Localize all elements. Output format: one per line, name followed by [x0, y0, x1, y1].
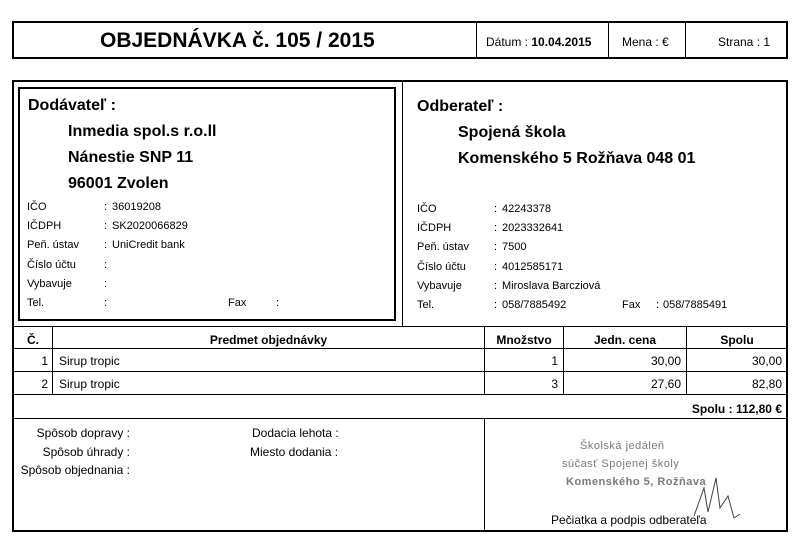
- column-header: Predmet objednávky: [209, 333, 328, 347]
- stamp-line: súčasť Spojenej školy: [562, 458, 680, 470]
- supplier-field-label: IČO: [27, 201, 47, 213]
- header-divider: [608, 22, 609, 58]
- supplier-field-value: SK2020066829: [112, 220, 188, 232]
- signature-stroke: [694, 478, 740, 518]
- row-quantity: 1: [551, 354, 558, 368]
- supplier-heading: Dodávateľ :: [28, 97, 116, 114]
- row-total: 82,80: [751, 377, 782, 391]
- customer-field-value: 2023332641: [502, 222, 564, 234]
- date-value: 10.04.2015: [531, 35, 592, 49]
- supplier-field-label: Tel.: [27, 297, 45, 309]
- customer-field-label: IČDPH: [417, 222, 452, 234]
- supplier-street: Nánestie SNP 11: [68, 149, 194, 166]
- supplier-fax-label: Fax: [228, 297, 247, 309]
- table-header-line: [13, 348, 787, 349]
- customer-field-colon: :: [494, 261, 498, 273]
- supplier-field-colon: :: [104, 278, 108, 290]
- row-quantity: 3: [551, 377, 558, 391]
- supplier-field-colon: :: [104, 201, 108, 213]
- sum-label: Spolu :: [691, 402, 733, 416]
- customer-address: Komenského 5 Rožňava 048 01: [458, 150, 696, 167]
- currency: Mena : €: [622, 35, 669, 49]
- customer-field-label: Vybavuje: [417, 280, 462, 292]
- customer-field-value: 4012585171: [502, 261, 564, 273]
- footer-divider: [484, 419, 485, 531]
- customer-field-label: Peň. ústav: [417, 241, 469, 253]
- row-unit-price: 30,00: [650, 354, 681, 368]
- customer-field-value: Miroslava Barcziová: [502, 280, 601, 292]
- customer-field-label: Číslo účtu: [417, 261, 466, 273]
- supplier-field-label: Vybavuje: [27, 278, 72, 290]
- supplier-field-colon: :: [104, 297, 108, 309]
- date-label-text: Dátum :: [486, 35, 529, 49]
- supplier-city: 96001 Zvolen: [68, 175, 169, 192]
- column-header: Množstvo: [496, 333, 552, 347]
- customer-field-value: 7500: [502, 241, 527, 253]
- column-header: Č.: [27, 333, 39, 347]
- customer-name: Spojená škola: [458, 124, 566, 141]
- document-title: OBJEDNÁVKA č. 105 / 2015: [100, 29, 375, 52]
- customer-field-value: 42243378: [502, 203, 551, 215]
- supplier-field-label: Peň. ústav: [27, 239, 79, 251]
- row-number: 1: [41, 354, 48, 368]
- customer-field-colon: :: [494, 280, 498, 292]
- customer-field-colon: :: [494, 299, 498, 311]
- row-item: Sirup tropic: [59, 377, 120, 391]
- supplier-field-colon: :: [104, 239, 108, 251]
- supplier-field-colon: :: [104, 220, 108, 232]
- table-top-line: [13, 326, 787, 327]
- column-header: Spolu: [720, 333, 754, 347]
- customer-fax-colon: :: [656, 299, 660, 311]
- customer-field-label: IČO: [417, 203, 437, 215]
- customer-fax-value: 058/7885491: [663, 299, 728, 311]
- customer-field-colon: :: [494, 241, 498, 253]
- supplier-field-colon: :: [104, 259, 108, 271]
- table-row-line: [13, 371, 787, 372]
- customer-field-colon: :: [494, 203, 498, 215]
- supplier-fax-colon: :: [276, 297, 280, 309]
- row-number: 2: [41, 377, 48, 391]
- supplier-field-label: IČDPH: [27, 220, 62, 232]
- supplier-field-value: UniCredit bank: [112, 239, 185, 251]
- supplier-field-value: 36019208: [112, 201, 161, 213]
- stamp-line: Školská jedáleň: [580, 440, 665, 452]
- customer-heading: Odberateľ :: [417, 98, 504, 115]
- delivery-term-label: Dodacia lehota :: [252, 426, 339, 440]
- ordering-label: Spôsob objednania :: [20, 463, 130, 477]
- table-total-line: [13, 418, 787, 419]
- sum-line: [600, 402, 782, 416]
- supplier-name: Inmedia spol.s r.o.ll: [68, 123, 217, 140]
- column-header: Jedn. cena: [593, 333, 657, 347]
- delivery-place-label: Miesto dodania :: [250, 445, 339, 459]
- row-unit-price: 27,60: [650, 377, 681, 391]
- table-row-line: [13, 394, 787, 395]
- customer-fax-label: Fax: [622, 299, 641, 311]
- customer-field-value: 058/7885492: [502, 299, 567, 311]
- customer-field-label: Tel.: [417, 299, 435, 311]
- page-number: Strana : 1: [718, 35, 771, 49]
- signature-label: Pečiatka a podpis odberateľa: [551, 513, 707, 527]
- header-divider: [476, 22, 477, 58]
- transport-label: Spôsob dopravy :: [36, 426, 130, 440]
- header-divider: [685, 22, 686, 58]
- stamp-line: Komenského 5, Rožňava: [566, 476, 707, 488]
- payment-label: Spôsob úhrady :: [42, 445, 130, 459]
- supplier-field-label: Číslo účtu: [27, 259, 76, 271]
- party-divider: [402, 81, 403, 326]
- date-label: [486, 35, 591, 49]
- row-item: Sirup tropic: [59, 354, 120, 368]
- sum-value: 112,80 €: [735, 402, 782, 416]
- row-total: 30,00: [751, 354, 782, 368]
- customer-field-colon: :: [494, 222, 498, 234]
